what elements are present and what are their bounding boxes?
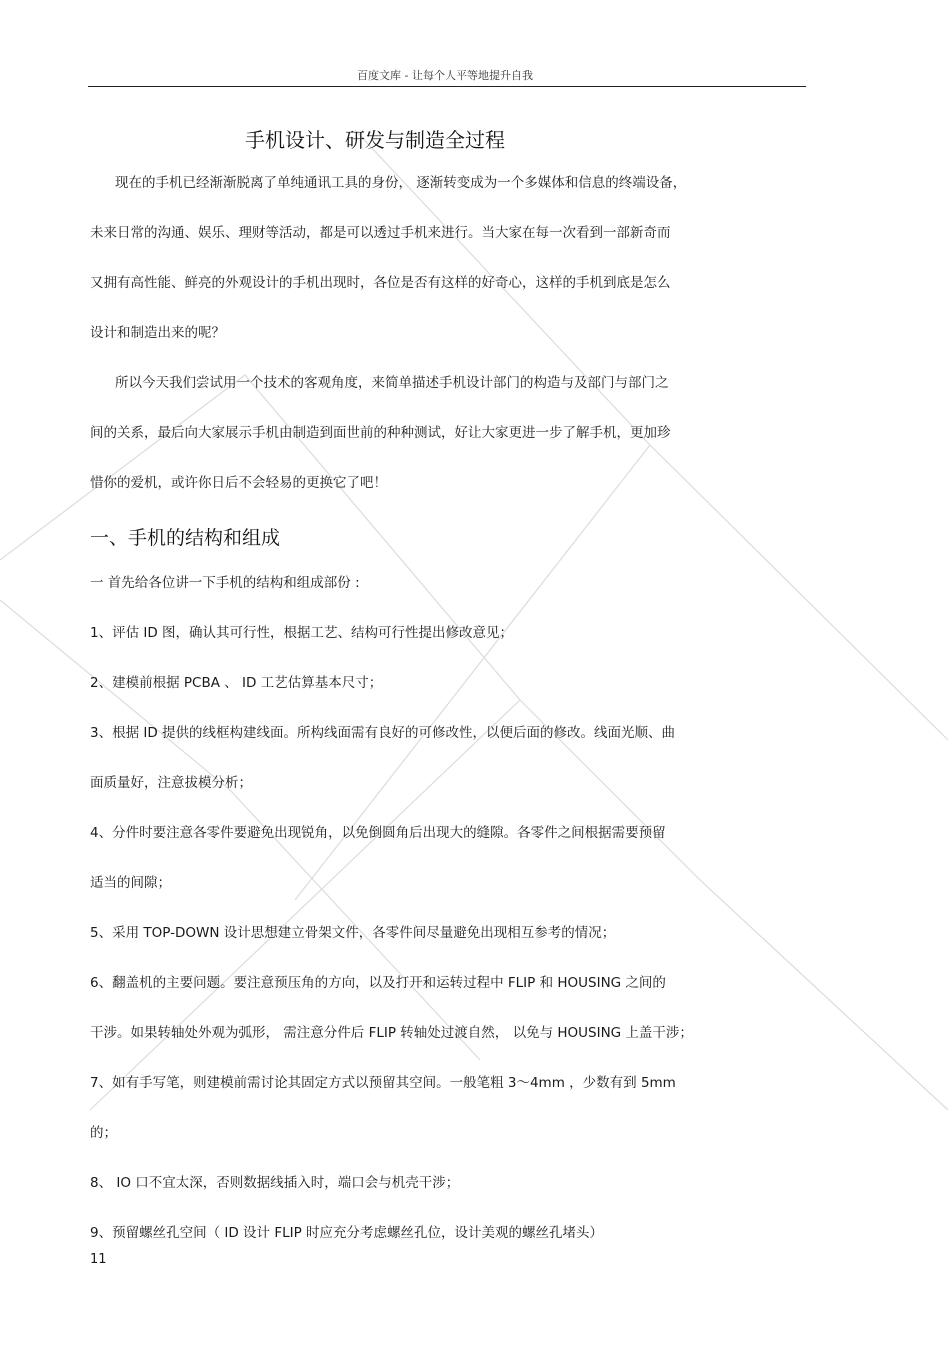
paragraph-line: 所以今天我们尝试用一个技术的客观角度，来简单描述手机设计部门的构造与及部门与部门之 [115, 375, 669, 391]
list-line: 1、评估 ID 图，确认其可行性，根据工艺、结构可行性提出修改意见； [90, 625, 514, 641]
paragraph-line: 惜你的爱机，或许你日后不会轻易的更换它了吧！ [90, 475, 387, 491]
section-heading: 一、手机的结构和组成 [90, 527, 281, 549]
list-line: 的； [90, 1125, 117, 1141]
list-line: 6、翻盖机的主要问题。要注意预压角的方向，以及打开和运转过程中 FLIP 和 HOUSING 之间的 [90, 975, 666, 991]
page-number: 11 [90, 1252, 107, 1267]
list-line: 9、预留螺丝孔空间（ ID 设计 FLIP 时应充分考虑螺丝孔位，设计美观的螺丝孔堵头） [90, 1225, 604, 1241]
list-line: 干涉。如果转轴处外观为弧形， 需注意分件后 FLIP 转轴处过渡自然， 以免与 HOUSING 上盖干涉； [90, 1025, 693, 1041]
list-line: 8、 IO 口不宜太深，否则数据线插入时，端口会与机壳干涉； [90, 1175, 460, 1191]
list-line: 一 首先给各位讲一下手机的结构和组成部份 : [90, 575, 360, 591]
page-header: 百度文库 - 让每个人平等地提升自我 [357, 69, 533, 82]
document-title: 手机设计、研发与制造全过程 [245, 128, 505, 152]
paragraph-line: 未来日常的沟通、娱乐、理财等活动，都是可以透过手机来进行。当大家在每一次看到一部新奇而 [90, 225, 671, 241]
list-line: 5、采用 TOP-DOWN 设计思想建立骨架文件，各零件间尽量避免出现相互参考的情况； [90, 925, 616, 941]
paragraph-line: 间的关系，最后向大家展示手机由制造到面世前的种种测试，好让大家更进一步了解手机，更加珍 [90, 425, 671, 441]
list-line: 3、根据 ID 提供的线框构建线面。所构线面需有良好的可修改性，以便后面的修改。线面光顺、曲 [90, 725, 676, 741]
paragraph-line: 又拥有高性能、鲜亮的外观设计的手机出现时，各位是否有这样的好奇心，这样的手机到底是怎么 [90, 275, 671, 291]
list-line: 适当的间隙； [90, 875, 171, 891]
list-line: 7、如有手写笔，则建模前需讨论其固定方式以预留其空间。一般笔粗 3～4mm ，少数有到 5mm [90, 1075, 676, 1091]
list-line: 2、建模前根据 PCBA 、 ID 工艺估算基本尺寸； [90, 675, 383, 691]
list-line: 4、分件时要注意各零件要避免出现锐角，以免倒圆角后出现大的缝隙。各零件之间根据需要预留 [90, 825, 666, 841]
paragraph-line: 设计和制造出来的呢？ [90, 325, 225, 341]
header-divider [88, 86, 806, 87]
list-line: 面质量好，注意拔模分析； [90, 775, 252, 791]
paragraph-line: 现在的手机已经渐渐脱离了单纯通讯工具的身份， 逐渐转变成为一个多媒体和信息的终端设备， [115, 175, 687, 191]
